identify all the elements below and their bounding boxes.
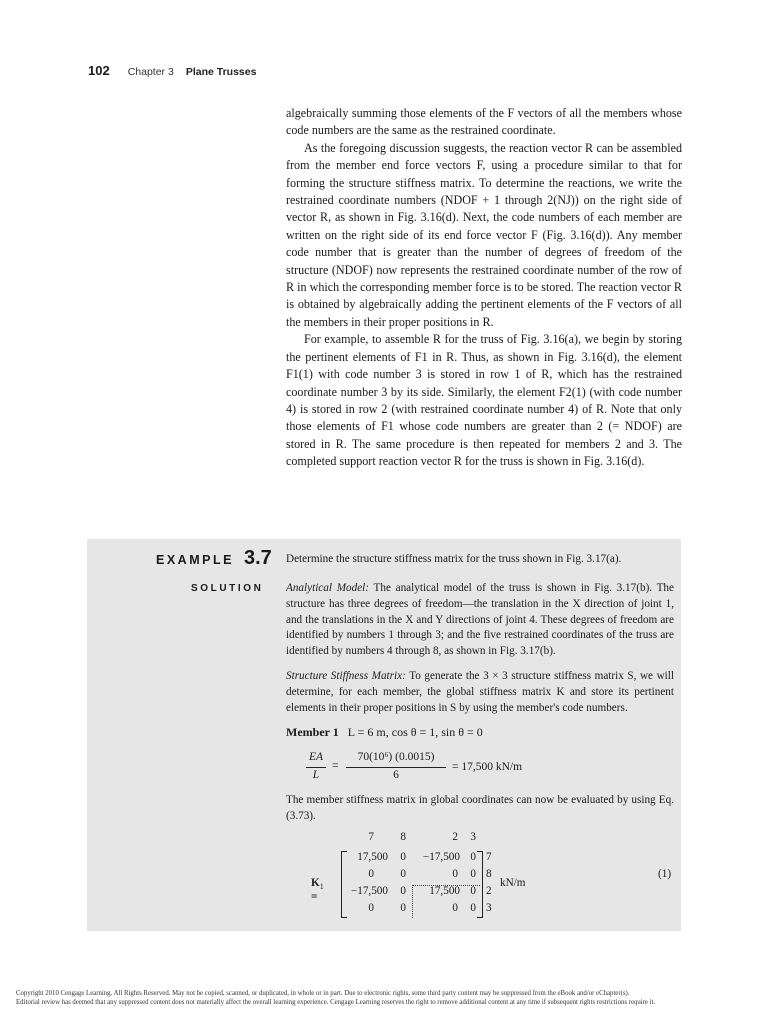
member-props: L = 6 m, cos θ = 1, sin θ = 0 bbox=[347, 725, 483, 739]
matrix-cell: 0 bbox=[452, 868, 458, 880]
matrix-cell: 0 bbox=[368, 868, 374, 880]
matrix-cell: 0 bbox=[470, 885, 476, 897]
eq-numerator: 70(10⁶) (0.0015) bbox=[357, 751, 435, 763]
paragraph-2: As the foregoing discussion suggests, the reaction vector R can be assembled from the member end force vectors F, using a procedure similar to that for forming the structure stiffness matrix. To determine the reactions, we write the restrained coordinate numbers (NDOF + 1 through 2(NJ)) on the right side of vector R, as shown in Fig. 3.16(d). Next, the code numbers of each member are written on the right side of its end force vector F (Fig. 3.16(d)). Any member code number that is greater than the number of degrees of freedom of the structure (NDOF) now represents the restrained coordinate number of the row of R in which the corresponding member force is to be stored. The reaction vector R is obtained by algebraically adding the pertinent elements of the F vectors of all the members in their proper positions in R. bbox=[286, 140, 682, 329]
col-code: 7 bbox=[368, 831, 374, 843]
example-label: EXAMPLE bbox=[156, 553, 234, 567]
matrix-cell: 0 bbox=[400, 868, 406, 880]
col-code: 3 bbox=[470, 831, 476, 843]
ea-fraction-bar bbox=[306, 767, 326, 768]
ssm-text: To generate the 3 × 3 structure stiffness matrix S, we will determine, for each member, the global stiffness matrix K and store its pertinent elements in their proper positions in S by using the member's code numbers. bbox=[286, 670, 674, 714]
paragraph-3: For example, to assemble R for the truss of Fig. 3.16(a), we begin by storing the pertinent elements of F1 in R. Thus, as shown in Fig. 3.16(d), the element F1(1) with code number 3 is stored in row 1 of R, which has the restrained coordinate number 3 by its side. Similarly, the element F2(1) (with code number 4) is stored in row 2 (with restrained coordinate number 4) of R. Note that only those elements of F1 whose code numbers are greater than 2 (= NDOF) are stored in R. The same procedure is then repeated for members 2 and 3. The completed support reaction vector R for the truss is shown in Fig. 3.16(d). bbox=[286, 332, 682, 469]
matrix-units: kN/m bbox=[500, 877, 526, 889]
matrix-cell: 0 bbox=[400, 885, 406, 897]
row-code: 7 bbox=[486, 851, 492, 863]
page-number: 102 bbox=[88, 63, 110, 78]
col-code: 8 bbox=[400, 831, 406, 843]
matrix-cell: 0 bbox=[470, 851, 476, 863]
example-number: 3.7 bbox=[244, 547, 272, 569]
member-line bbox=[286, 725, 674, 741]
matrix-cell: 0 bbox=[470, 868, 476, 880]
row-code: 8 bbox=[486, 868, 492, 880]
running-header bbox=[88, 62, 256, 82]
analytical-model-paragraph bbox=[286, 581, 674, 660]
matrix-name: $K_1$ = bbox=[311, 877, 324, 904]
matrix-cell: 0 bbox=[368, 902, 374, 914]
row-code: 2 bbox=[486, 885, 492, 897]
matrix-cell: 0 bbox=[452, 902, 458, 914]
solution-label: SOLUTION bbox=[191, 583, 264, 594]
ea-numerator: EA bbox=[308, 751, 324, 763]
equation-number: (1) bbox=[658, 868, 672, 880]
footer-line-1: Copyright 2010 Cengage Learning. All Rights Reserved. May not be copied, scanned, or duplicated, in whole or in part. Due to electronic rights, some third party content may be suppressed from the eBook and/or eChapter(s). bbox=[16, 990, 630, 997]
eq-result: = 17,500 kN/m bbox=[452, 761, 523, 773]
ea-denominator: L bbox=[312, 769, 320, 781]
matrix-cell: 17,500 bbox=[357, 851, 388, 863]
copyright-footer bbox=[16, 990, 756, 1007]
row-code: 3 bbox=[486, 902, 492, 914]
matrix-cell: −17,500 bbox=[422, 851, 460, 863]
eq-denominator: 6 bbox=[393, 769, 399, 781]
col-code: 2 bbox=[452, 831, 458, 843]
eq-fraction-bar bbox=[346, 767, 446, 768]
stiffness-paragraph bbox=[286, 669, 674, 716]
example-problem: Determine the structure stiffness matrix for the truss shown in Fig. 3.17(a). bbox=[286, 553, 622, 565]
chapter-label: Chapter 3 bbox=[127, 66, 174, 78]
analytical-text: The analytical model of the truss is shown in Fig. 3.17(b). The structure has three degrees of freedom—the translation in the X direction of joint 1, and the translations in the X and Y directions of joint 4. These degrees of freedom are identified by numbers 1 through 3; and the five restrained coordinates of the truss are identified by numbers 4 through 8, as shown in Fig. 3.17(b). bbox=[286, 582, 674, 658]
ssm-heading: Structure Stiffness Matrix: bbox=[286, 670, 406, 682]
footer-line-2: Editorial review has deemed that any suppressed content does not materially affect the overall learning experience. Cengage Learning reserves the right to remove additional content at any time if subsequent rights restrictions require it. bbox=[16, 998, 656, 1006]
paragraph-1: algebraically summing those elements of the F vectors of all the members whose code numbers are the same as the restrained coordinate. bbox=[286, 106, 682, 138]
analytical-heading: Analytical Model: bbox=[286, 582, 369, 594]
matrix-cell: 0 bbox=[400, 851, 406, 863]
member-label: Member 1 bbox=[286, 725, 339, 739]
body-text bbox=[286, 105, 682, 471]
chapter-title: Plane Trusses bbox=[185, 66, 257, 78]
equals-sign: = bbox=[332, 760, 339, 772]
matrix-cell: −17,500 bbox=[350, 885, 388, 897]
matrix-cell: 0 bbox=[400, 902, 406, 914]
matrix-cell: 0 bbox=[470, 902, 476, 914]
global-matrix-paragraph: The member stiffness matrix in global coordinates can now be evaluated by using Eq. (3.73). bbox=[286, 794, 674, 822]
matrix-cell: 17,500 bbox=[429, 885, 460, 897]
